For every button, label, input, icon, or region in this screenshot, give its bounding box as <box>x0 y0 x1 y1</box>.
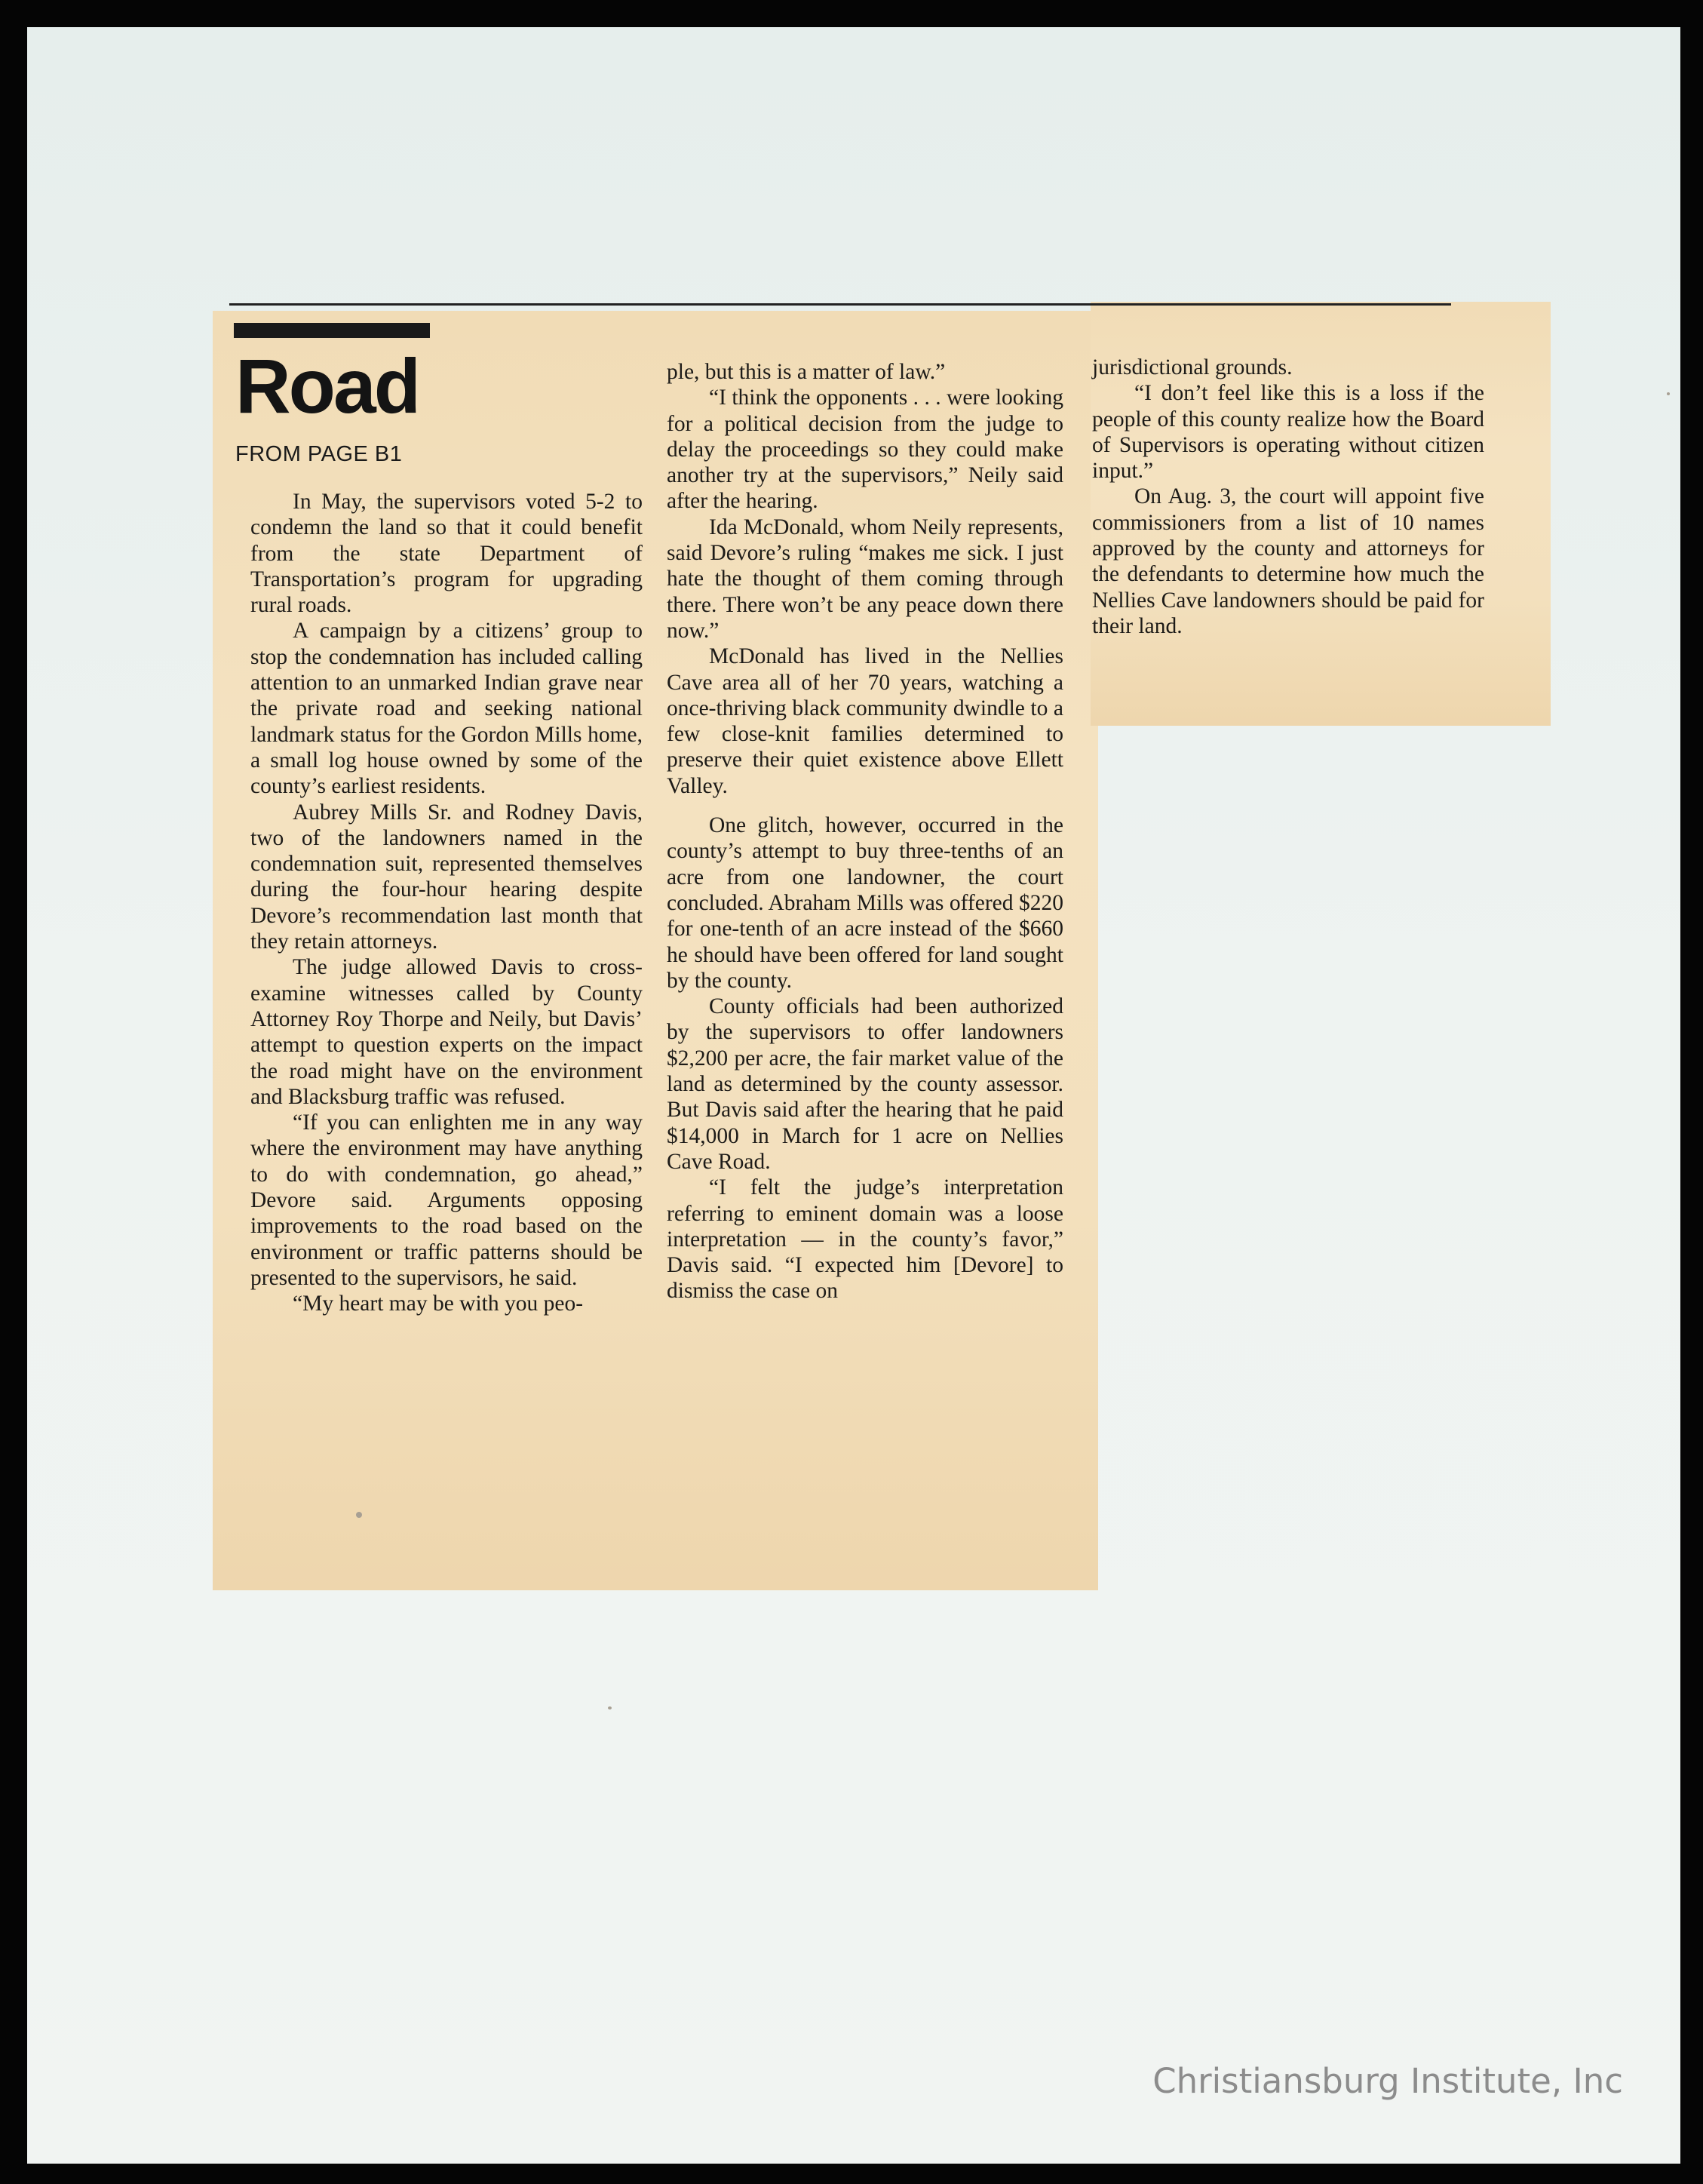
archive-watermark: Christiansburg Institute, Inc <box>1152 2061 1623 2101</box>
article-column-2 <box>667 359 1063 1304</box>
paragraph: The judge allowed Davis to cross-examine witnesses called by County Attorney Roy Thorpe and Neily, but Davis’ attempt to question experts on the impact the road might have on the environment and Blacksburg traffic was refused. <box>250 955 643 1109</box>
paragraph: A campaign by a citizens’ group to stop the condemnation has included calling attention to an unmarked Indian grave near the private road and seeking national landmark status for the Gordon Mills home, a small log house owned by some of the county’s earliest residents. <box>250 619 643 799</box>
jump-line: FROM PAGE B1 <box>235 442 403 466</box>
paragraph: “I think the opponents . . . were looking for a political decision from the judge to delay the proceedings so they could make another try at the supervisors,” Neily said after the hearing. <box>667 386 1063 514</box>
article-column-1 <box>250 489 643 1317</box>
paragraph: County officials had been authorized by the supervisors to offer landowners $2,200 per acre, the fair market value of the land as determined by the county assessor. But Davis said after the hearing that he paid $14,000 in March for 1 acre on Nellies Cave Road. <box>667 994 1063 1174</box>
paragraph: In May, the supervisors voted 5-2 to condemn the land so that it could benefit from the state Department of Transportation’s program for upgrading rural roads. <box>250 490 643 618</box>
top-rule <box>229 303 1451 306</box>
paragraph: McDonald has lived in the Nellies Cave area all of her 70 years, watching a once-thriving black community dwindle to a few close-knit families determined to preserve their quiet existence above Ellett Valley. <box>667 644 1063 798</box>
kicker-bar <box>234 323 430 338</box>
paragraph: “I felt the judge’s interpretation referring to eminent domain was a loose interpretation — in the county’s favor,” Davis said. “I expected him [Devore] to dismiss the case on <box>667 1175 1063 1304</box>
paper-speck <box>1667 392 1670 395</box>
paragraph: “I don’t feel like this is a loss if the people of this county realize how the Board of Supervisors is operating without citizen input.” <box>1092 381 1484 484</box>
headline: Road <box>235 343 419 429</box>
paragraph: “My heart may be with you peo- <box>293 1292 584 1316</box>
paragraph: On Aug. 3, the court will appoint five commissioners from a list of 10 names approved by the county and attorneys for the defendants to determine how much the Nellies Cave landowners should be paid for their land. <box>1092 484 1484 638</box>
bleed-through-marks <box>1382 305 1472 727</box>
paragraph: Aubrey Mills Sr. and Rodney Davis, two of the landowners named in the condemnation suit, represented themselves during the four-hour hearing despite Devore’s recommendation last month that they retain attorneys. <box>250 800 643 954</box>
paper-speck <box>608 1706 612 1709</box>
paragraph: Ida McDonald, whom Neily represents, said Devore’s ruling “makes me sick. I just hate the thought of them coming through there. There won’t be any peace down there now.” <box>667 515 1063 643</box>
paper-speck <box>356 1512 362 1518</box>
paragraph: ple, but this is a matter of law.” <box>667 360 946 384</box>
paragraph: “If you can enlighten me in any way where the environment may have anything to do with condemnation, go ahead,” Devore said. Arguments opposing improvements to the road based on the environment or traffic patterns should be presented to the supervisors, he said. <box>250 1110 643 1290</box>
paragraph: jurisdictional grounds. <box>1092 355 1293 379</box>
paragraph: One glitch, however, occurred in the county’s attempt to buy three-tenths of an acre from one landowner, the court concluded. Abraham Mills was offered $220 for one-tenth of an acre instead of the $660 he should have been offered for land sought by the county. <box>667 813 1063 993</box>
